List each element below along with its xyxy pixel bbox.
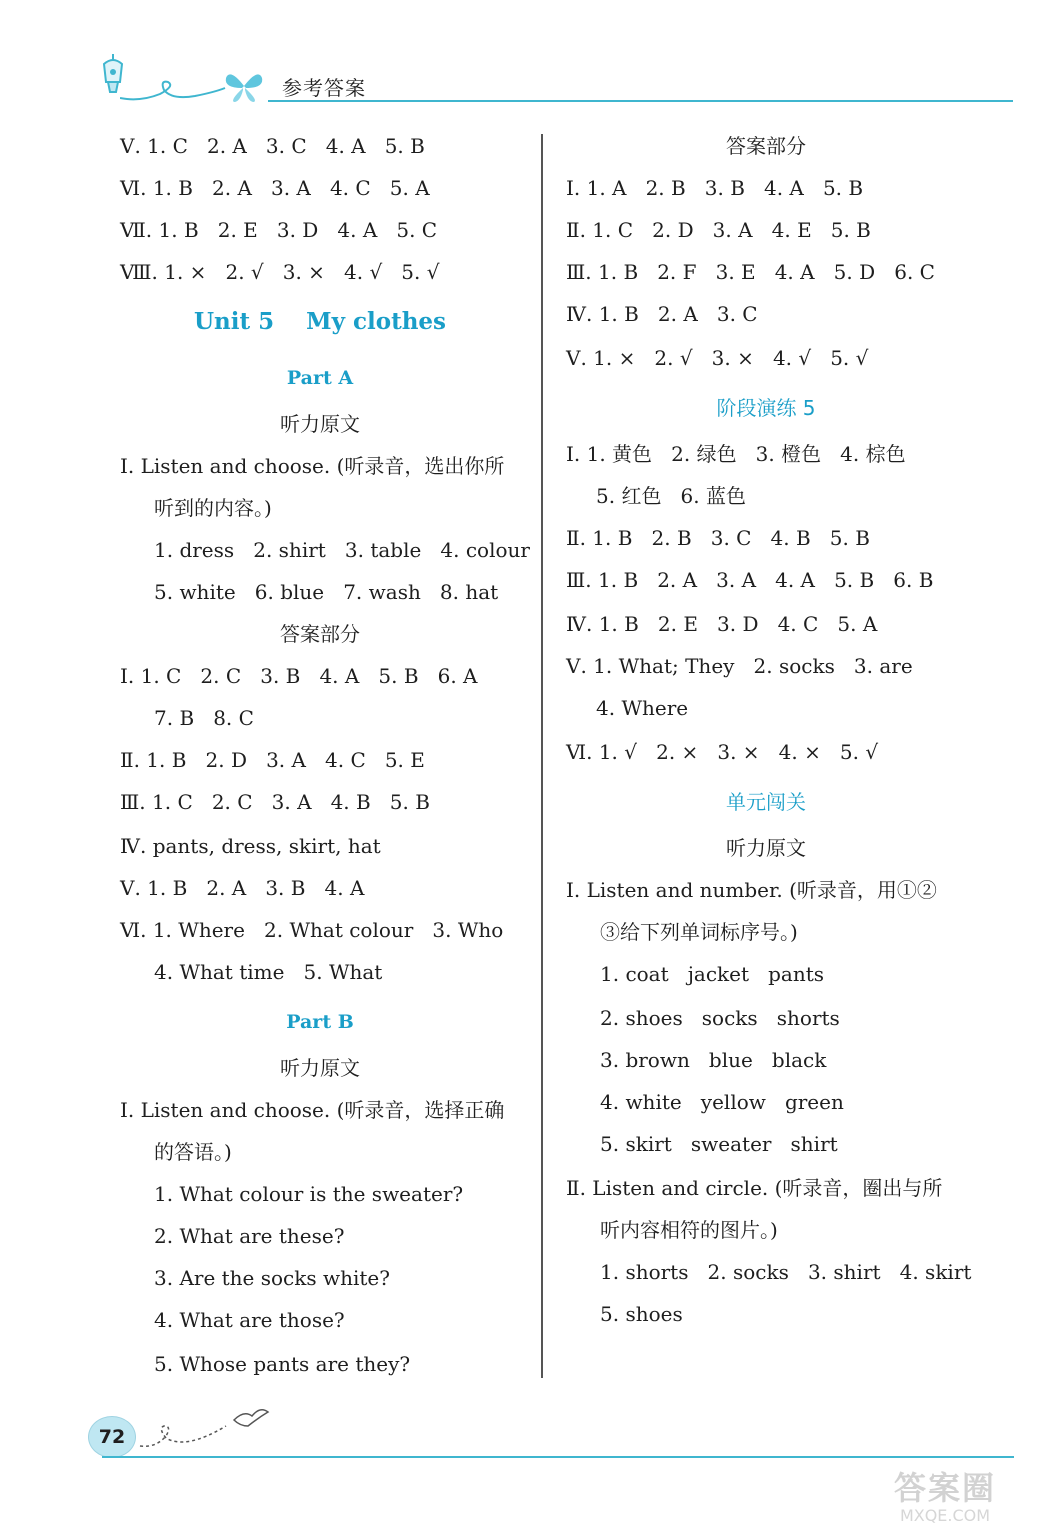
header-rule [268, 100, 1013, 102]
header-title: 参考答案 [282, 76, 366, 100]
question-line: Ⅰ. Listen and number. (听录音，用①② [566, 878, 937, 902]
answer-line: Ⅰ. 1. 黄色 2. 绿色 3. 橙色 4. 棕色 [566, 442, 906, 466]
question-item: 4. What are those? [154, 1308, 345, 1332]
watermark [860, 1470, 1030, 1530]
word-line: 1. shorts 2. socks 3. shirt 4. skirt [600, 1260, 972, 1284]
question-item: 2. What are these? [154, 1224, 345, 1248]
part-a-title: Part A [286, 367, 354, 389]
word-line: 2. shoes socks shorts [600, 1006, 840, 1030]
butterfly-icon [222, 66, 266, 106]
listening-heading: 听力原文 [280, 1056, 360, 1080]
answer-line: Ⅰ. 1. C 2. C 3. B 4. A 5. B 6. A [120, 664, 478, 688]
question-line: ③给下列单词标序号。) [600, 920, 798, 944]
answer-line: Ⅰ. 1. A 2. B 3. B 4. A 5. B [566, 176, 864, 200]
bird-swirl-decoration-icon [136, 1396, 276, 1452]
answers-heading: 答案部分 [726, 134, 806, 158]
footer-rule [102, 1456, 1014, 1458]
column-divider [541, 134, 543, 1378]
answer-line: 4. What time 5. What [154, 960, 383, 984]
question-line: 的答语。) [154, 1140, 232, 1164]
word-line: 5. white 6. blue 7. wash 8. hat [154, 580, 499, 604]
word-line: 3. brown blue black [600, 1048, 827, 1072]
answer-line: Ⅴ. 1. B 2. A 3. B 4. A [120, 876, 365, 900]
answer-line: Ⅱ. 1. C 2. D 3. A 4. E 5. B [566, 218, 871, 242]
page-header [0, 0, 1044, 120]
word-line: 4. white yellow green [600, 1090, 844, 1114]
answer-line: Ⅲ. 1. C 2. C 3. A 4. B 5. B [120, 790, 430, 814]
listening-heading: 听力原文 [726, 836, 806, 860]
question-line: Ⅱ. Listen and circle. (听录音，圈出与所 [566, 1176, 943, 1200]
watermark-logo-text: 答案圈 [893, 1469, 996, 1507]
answers-heading: 答案部分 [280, 622, 360, 646]
part-b-title: Part B [286, 1011, 354, 1033]
swirl-decoration-icon [120, 74, 230, 104]
question-line: Ⅰ. Listen and choose. (听录音，选出你所 [120, 454, 505, 478]
answer-line: 4. Where [596, 696, 689, 720]
answer-line: Ⅱ. 1. B 2. B 3. C 4. B 5. B [566, 526, 870, 550]
answer-line: Ⅵ. 1. √ 2. × 3. × 4. × 5. √ [566, 740, 879, 764]
unit-title: Unit 5 My clothes [193, 308, 447, 335]
question-line: 听内容相符的图片。) [600, 1218, 778, 1242]
answer-line: Ⅲ. 1. B 2. F 3. E 4. A 5. D 6. C [566, 260, 935, 284]
answer-line: 7. B 8. C [154, 706, 254, 730]
watermark-url: MXQE.COM [899, 1506, 991, 1525]
word-line: 5. skirt sweater shirt [600, 1132, 838, 1156]
answer-line: Ⅱ. 1. B 2. D 3. A 4. C 5. E [120, 748, 425, 772]
answer-line: Ⅶ. 1. B 2. E 3. D 4. A 5. C [120, 218, 438, 242]
question-item: 1. What colour is the sweater? [154, 1182, 464, 1206]
word-line: 1. dress 2. shirt 3. table 4. colour [154, 538, 530, 562]
answer-line: Ⅲ. 1. B 2. A 3. A 4. A 5. B 6. B [566, 568, 934, 592]
answer-line: Ⅴ. 1. C 2. A 3. C 4. A 5. B [120, 134, 425, 158]
answer-line: Ⅴ. 1. What; They 2. socks 3. are [566, 654, 913, 678]
word-line: 1. coat jacket pants [600, 962, 825, 986]
word-line: 5. shoes [600, 1302, 683, 1326]
answer-line: Ⅵ. 1. Where 2. What colour 3. Who [120, 918, 504, 942]
question-item: 5. Whose pants are they? [154, 1352, 411, 1376]
listening-heading: 听力原文 [280, 412, 360, 436]
answer-line: 5. 红色 6. 蓝色 [596, 484, 746, 508]
answer-line: Ⅷ. 1. × 2. √ 3. × 4. √ 5. √ [120, 260, 440, 284]
answer-line: Ⅳ. 1. B 2. E 3. D 4. C 5. A [566, 612, 878, 636]
answer-line: Ⅵ. 1. B 2. A 3. A 4. C 5. A [120, 176, 430, 200]
unit-check-title: 单元闯关 [726, 790, 806, 814]
question-item: 3. Are the socks white? [154, 1266, 390, 1290]
answer-line: Ⅳ. 1. B 2. A 3. C [566, 302, 758, 326]
question-line: Ⅰ. Listen and choose. (听录音，选择正确 [120, 1098, 505, 1122]
answer-line: Ⅴ. 1. × 2. √ 3. × 4. √ 5. √ [566, 346, 869, 370]
answer-line: Ⅳ. pants, dress, skirt, hat [120, 834, 381, 858]
page-number: 72 [88, 1416, 136, 1458]
stage-title: 阶段演练 5 [716, 396, 816, 420]
question-line: 听到的内容。) [154, 496, 272, 520]
